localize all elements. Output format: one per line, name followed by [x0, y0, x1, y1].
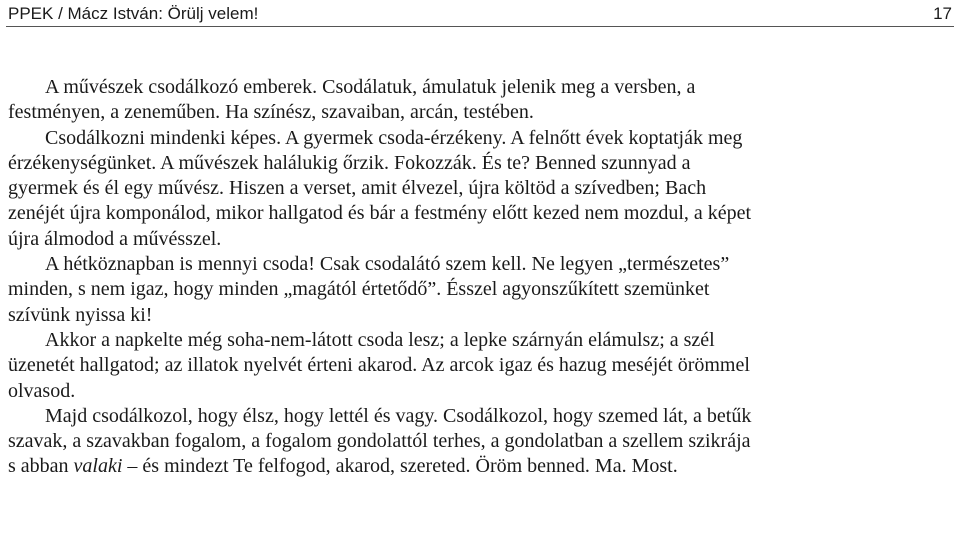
text-line: Majd csodálkozol, hogy élsz, hogy lettél és vagy. Csodálkozol, hogy szemed lát, a betűk: [45, 404, 752, 427]
header-divider: [6, 26, 954, 27]
text-line: érzékenységünket. A művészek halálukig őrzik. Fokozzák. És te? Benned szunnyad a: [8, 151, 691, 174]
text-line-last: [8, 454, 952, 479]
last-line-start: s abban: [8, 455, 74, 478]
page-header: [8, 4, 952, 26]
page-number: 17: [933, 4, 952, 23]
text-line: A művészek csodálkozó emberek. Csodálatuk, ámulatuk jelenik meg a versben, a: [45, 76, 696, 98]
text-line: szívünk nyissa ki!: [8, 303, 153, 326]
italic-word: valaki: [73, 455, 123, 478]
text-line: festményen, a zeneműben. Ha színész, szavaiban, arcán, testében.: [8, 101, 534, 124]
text-line: Csodálkozni mindenki képes. A gyermek csoda-érzékeny. A felnőtt évek koptatják meg: [45, 126, 743, 149]
text-line: Akkor a napkelte még soha-nem-látott csoda lesz; a lepke szárnyán elámulsz; a szél: [45, 328, 715, 351]
text-line: szavak, a szavakban fogalom, a fogalom gondolattól terhes, a gondolatban a szellem szikrája: [8, 430, 751, 453]
text-line: zenéjét újra komponálod, mikor hallgatod és bár a festmény előtt kezed nem mozdul, a képet: [8, 202, 752, 225]
document-title: PPEK / Mácz István: Örülj velem!: [8, 4, 259, 23]
text-line: A hétköznapban is mennyi csoda! Csak csodalátó szem kell. Ne legyen „természetes”: [45, 253, 730, 276]
text-line: olvasod.: [8, 379, 76, 402]
document-body: [8, 75, 952, 480]
text-line: újra álmodod a művésszel.: [8, 227, 222, 250]
text-line: minden, s nem igaz, hogy minden „magától értetődő”. Ésszel agyonszűkített szemünket: [8, 278, 710, 301]
text-line: üzenetét hallgatod; az illatok nyelvét érteni akarod. Az arcok igaz és hazug meséjét örömmel: [8, 354, 750, 377]
last-line-end: – és mindezt Te felfogod, akarod, szereted. Öröm benned. Ma. Most.: [122, 455, 678, 478]
text-line: gyermek és él egy művész. Hiszen a verset, amit élvezel, újra költöd a szívedben; Bach: [8, 177, 707, 200]
